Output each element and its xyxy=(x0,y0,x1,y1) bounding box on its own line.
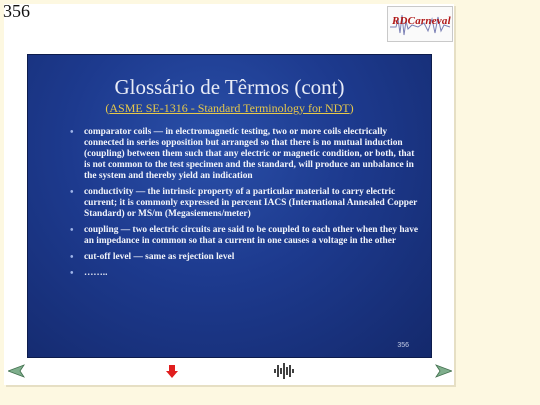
next-button[interactable] xyxy=(434,364,452,383)
glossary-item xyxy=(70,225,420,247)
glossary-item-text: comparator coils — in electromagnetic testing, two or more coils electrically connected in series opposition but arranged so that there is no mutual induction (coupling) between them such that any electric or magnetic condition, or both, that is not common to the test specimen and the standard, will produce an unbalance in the system and thereby yield an indication xyxy=(84,127,415,181)
previous-button[interactable] xyxy=(8,364,26,383)
glossary-item xyxy=(70,127,420,182)
subtitle-close-paren: ) xyxy=(349,101,354,115)
glossary-list xyxy=(70,127,420,284)
arrow-down-icon xyxy=(166,365,178,379)
logo xyxy=(387,6,453,42)
slide xyxy=(27,54,432,358)
logo-text: RDCarneval xyxy=(392,15,451,27)
down-button[interactable] xyxy=(166,365,178,384)
sound-button[interactable] xyxy=(273,362,297,385)
glossary-item-text: conductivity — the intrinsic property of a particular material to carry electric current; it is commonly expressed in percent IACS (International Annealed Copper Standard) or MS/m (Megasiemens/meter) xyxy=(84,187,418,219)
slide-subtitle xyxy=(28,101,431,116)
bullet-icon: • xyxy=(70,187,74,198)
bullet-icon: • xyxy=(70,127,74,138)
slide-title: Glossário de Têrmos (cont) xyxy=(114,75,345,99)
glossary-item-text: …….. xyxy=(84,268,108,278)
bullet-icon: • xyxy=(70,225,74,236)
arrow-left-icon xyxy=(8,364,26,378)
standard-link[interactable]: ASME SE-1316 - Standard Terminology for NDT xyxy=(109,101,350,115)
glossary-item xyxy=(70,252,420,263)
bullet-icon: • xyxy=(70,268,74,279)
slide-number: 356 xyxy=(397,342,409,349)
glossary-item-text: cut-off level — same as rejection level xyxy=(84,252,235,262)
subtitle-open-paren: ( xyxy=(105,101,110,115)
page-number: 356 xyxy=(3,1,30,21)
arrow-right-icon xyxy=(434,364,452,378)
sound-wave-icon xyxy=(273,362,297,380)
glossary-item-text: coupling — two electric circuits are said to be coupled to each other when they have an impedance in common so that a current in one causes a voltage in the other xyxy=(84,225,419,246)
glossary-item xyxy=(70,187,420,220)
bullet-icon: • xyxy=(70,252,74,263)
glossary-item xyxy=(70,268,420,279)
